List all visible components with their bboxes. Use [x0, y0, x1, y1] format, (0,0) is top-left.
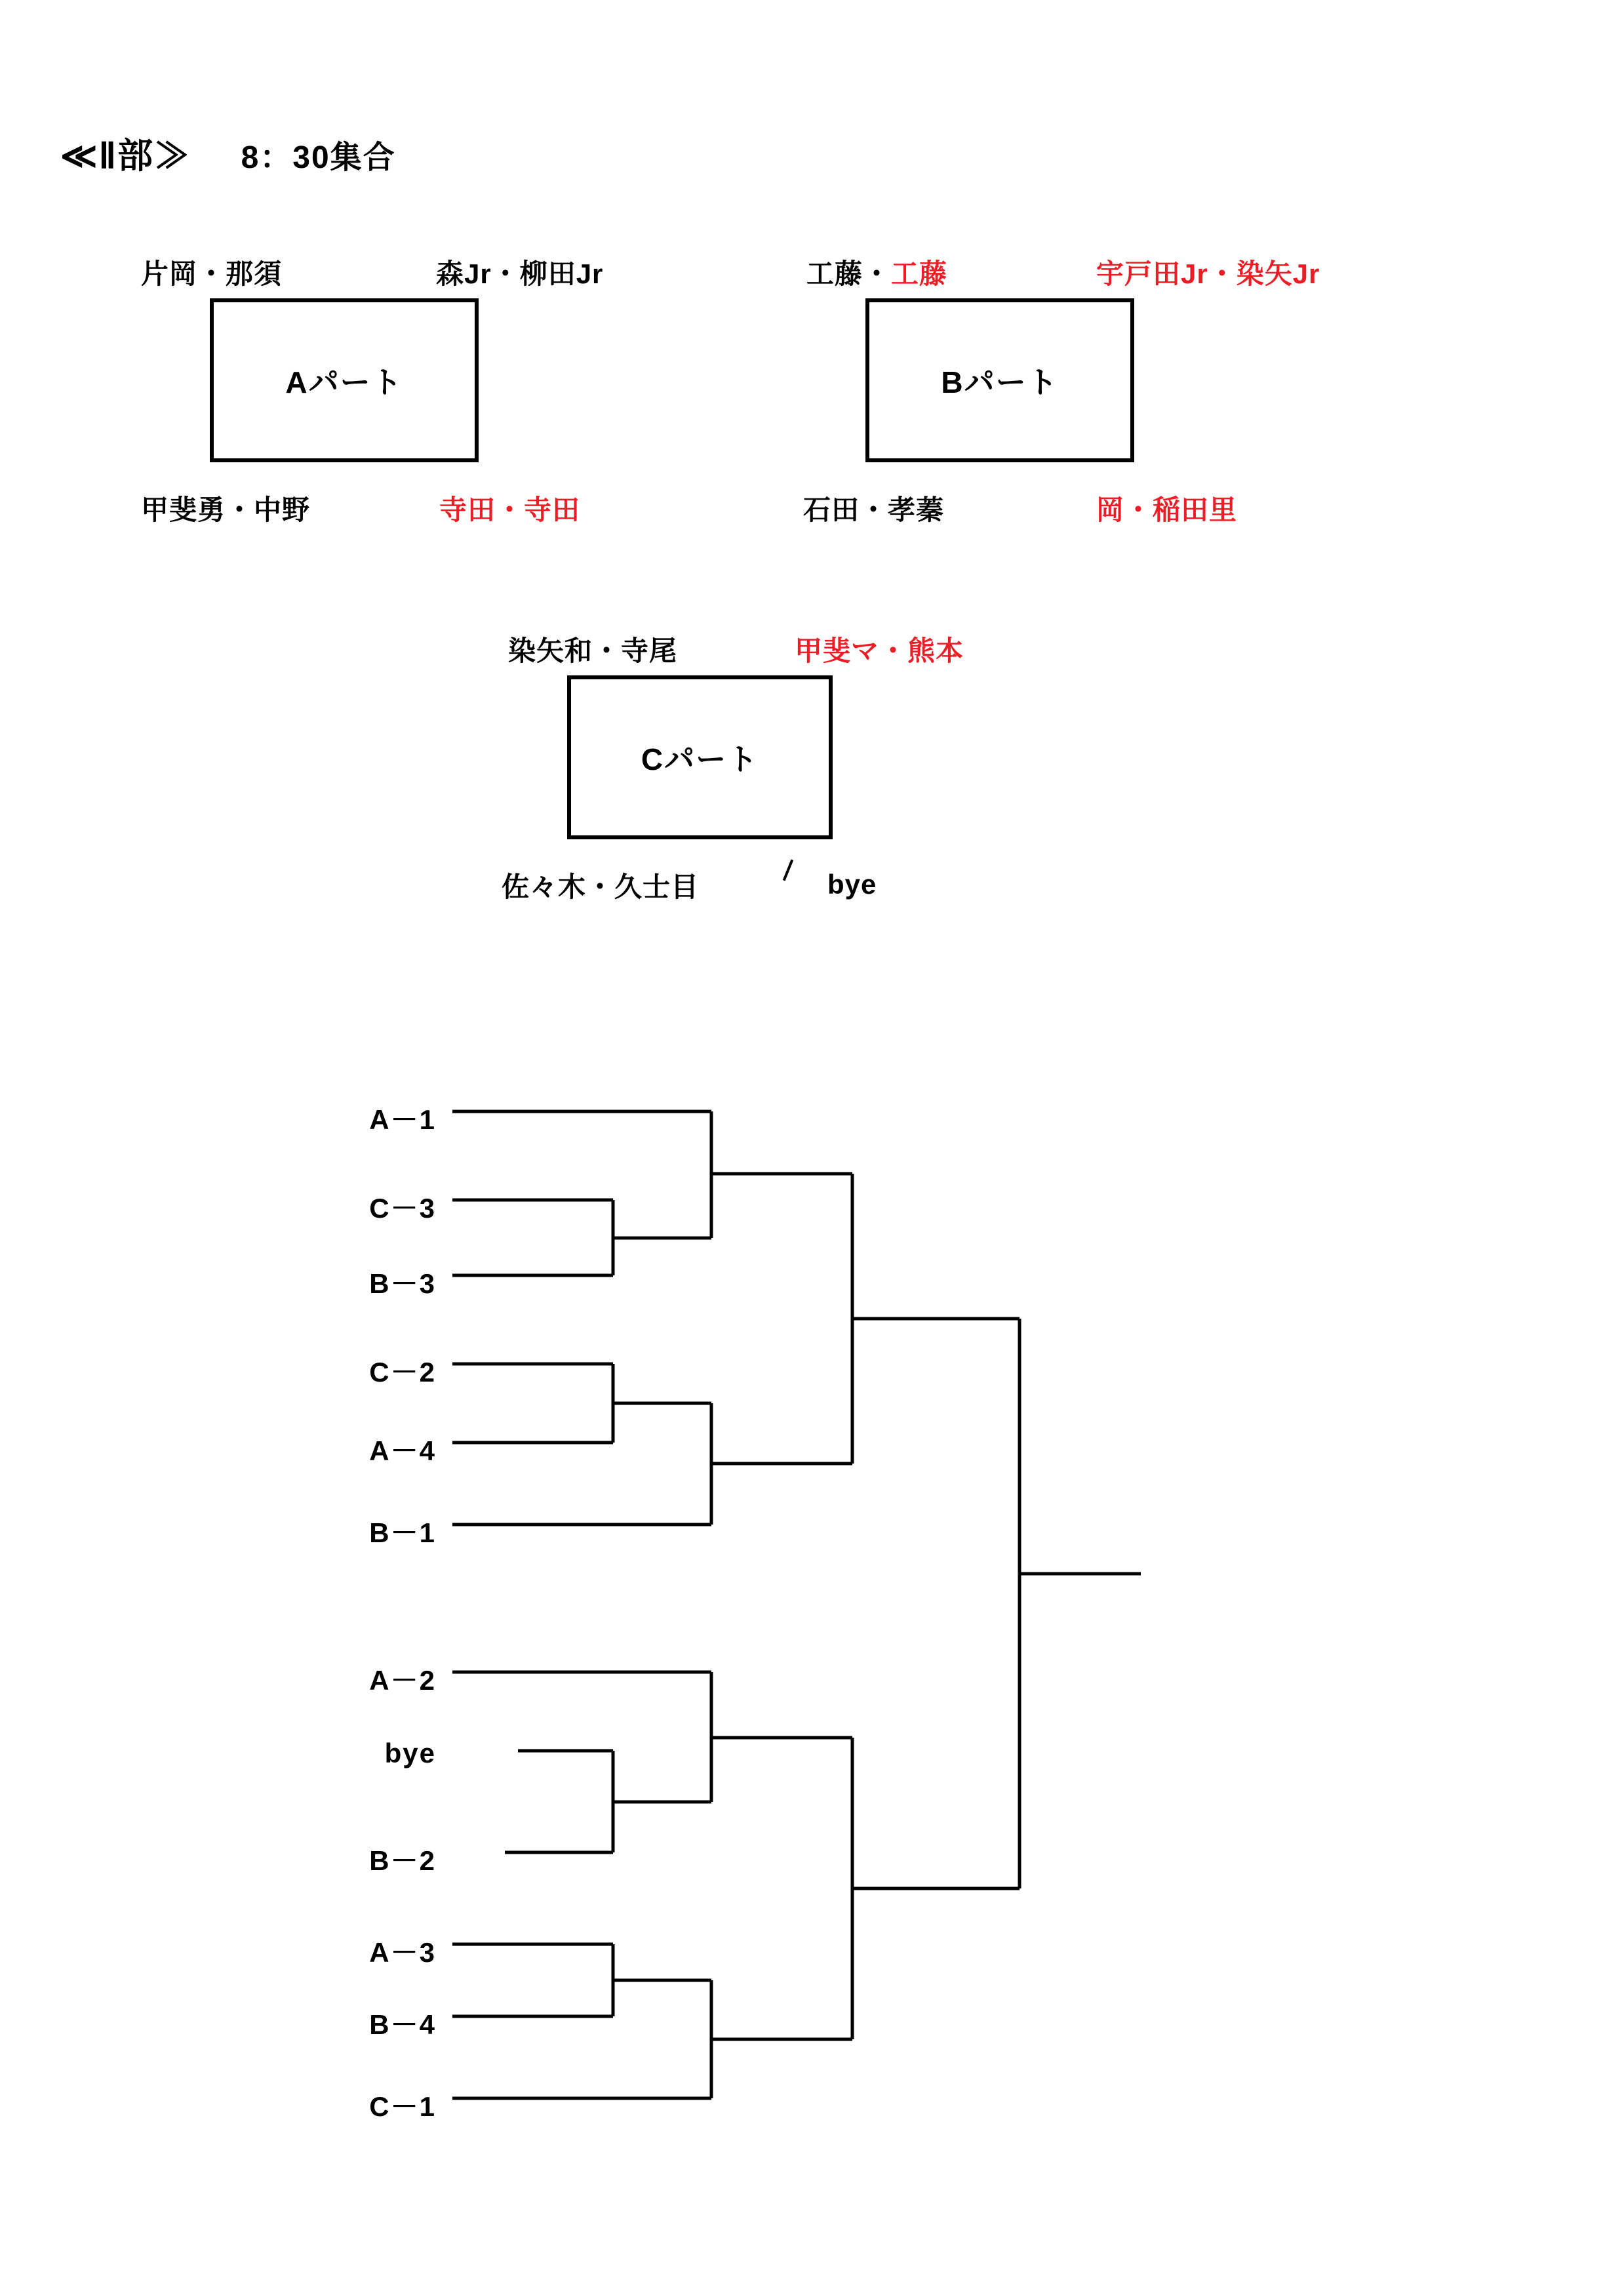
- bracket-seed-0: A－1: [369, 1104, 436, 1135]
- bracket-seed-11: C－1: [369, 2091, 436, 2122]
- bracket-seed-3: C－2: [369, 1357, 436, 1387]
- part-a-entry-bottom-left: 甲斐勇・中野: [141, 494, 311, 525]
- part-c-label: Cパート: [641, 742, 759, 776]
- part-b-label: Bパート: [941, 365, 1059, 399]
- part-c-entry-top-left: 染矢和・寺尾: [508, 635, 678, 666]
- bracket-seed-2: B－3: [369, 1268, 436, 1299]
- part-b-entry-top-right: 宇戸田Jr・染矢Jr: [1096, 258, 1320, 289]
- part-b-entry-bottom-right: 岡・稲田里: [1096, 494, 1238, 525]
- part-a-entry-top-right: 森Jr・柳田Jr: [436, 258, 604, 289]
- division-title: ≪Ⅱ部≫: [60, 136, 191, 176]
- part-b-entry-top-left-red: 工藤: [891, 258, 948, 289]
- bracket-seed-8: B－2: [369, 1845, 436, 1876]
- part-c-entry-bottom-left: 佐々木・久士目: [502, 871, 700, 902]
- part-a-label: Aパート: [285, 365, 403, 399]
- bracket-seed-7: bye: [384, 1738, 436, 1768]
- bracket-seed-5: B－1: [369, 1517, 436, 1548]
- bracket-seed-6: A－2: [369, 1665, 436, 1696]
- part-b-entry-top-left-black: 工藤・: [806, 258, 892, 289]
- bracket-seed-9: A－3: [369, 1937, 436, 1968]
- bracket-seed-4: A－4: [369, 1435, 436, 1466]
- part-c-entry-top-right: 甲斐マ・熊本: [795, 635, 964, 666]
- part-a-entry-top-left: 片岡・那須: [141, 258, 283, 289]
- bracket-seed-1: C－3: [369, 1193, 436, 1224]
- bracket-seed-10: B－4: [369, 2009, 436, 2040]
- part-a-entry-bottom-right: 寺田・寺田: [439, 494, 581, 525]
- part-b-entry-bottom-left: 石田・孝蓁: [803, 494, 945, 525]
- assembly-time: 8：30集合: [241, 140, 396, 175]
- part-c-entry-bottom-right: bye: [827, 869, 877, 900]
